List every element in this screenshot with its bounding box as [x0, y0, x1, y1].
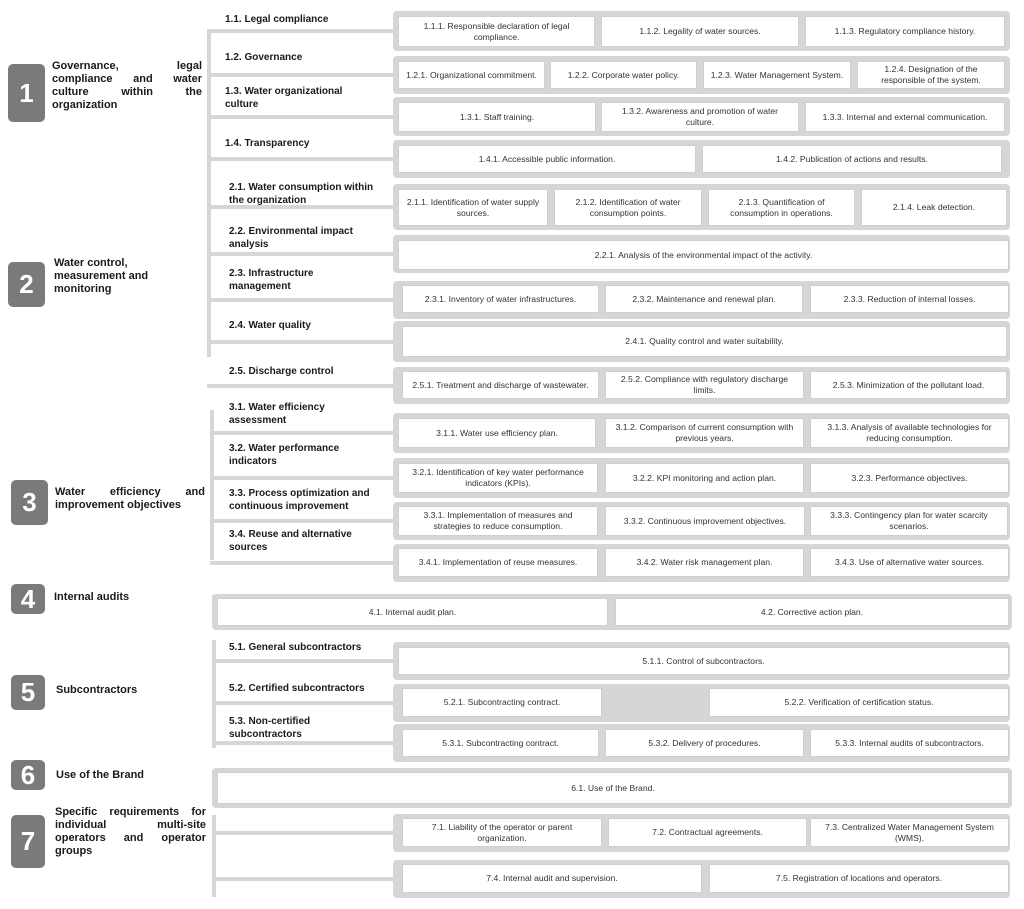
requirement-item[interactable]: 2.4.1. Quality control and water suitability. — [402, 326, 1007, 357]
connector-branch — [207, 384, 393, 388]
category-number-badge: 6 — [11, 760, 45, 790]
subcategory-label: 1.2. Governance — [225, 52, 303, 63]
category-number-badge: 5 — [11, 675, 45, 710]
subcategory-label: 1.1. Legal compliance — [225, 14, 329, 25]
category-title: Internal audits — [54, 591, 130, 603]
subcategory-label: 3.2. Water performance indicators — [229, 443, 340, 467]
requirement-item[interactable]: 3.1.1. Water use efficiency plan. — [398, 418, 596, 448]
connector-branch — [210, 476, 393, 480]
subcategory-label: 3.3. Process optimization and continuous improvement — [229, 488, 370, 512]
connector-branch — [210, 561, 393, 565]
requirement-item[interactable]: 3.3.3. Contingency plan for water scarcity scenarios. — [810, 506, 1008, 536]
connector-branch — [212, 659, 393, 663]
requirement-item[interactable]: 5.3.2. Delivery of procedures. — [605, 729, 804, 757]
requirement-item[interactable]: 2.1.3. Quantification of consumption in operations. — [708, 189, 855, 226]
requirement-item[interactable]: 2.3.2. Maintenance and renewal plan. — [605, 285, 803, 313]
connector-trunk — [212, 815, 216, 897]
subcategory-label: 2.4. Water quality — [229, 320, 311, 331]
connector-branch — [207, 73, 393, 77]
connector-trunk — [207, 33, 211, 191]
connector-branch — [207, 298, 393, 302]
requirement-item[interactable]: 2.3.3. Reduction of internal losses. — [810, 285, 1009, 313]
requirement-item[interactable]: 1.3.1. Staff training. — [398, 102, 596, 132]
subcategory-label: 5.1. General subcontractors — [229, 642, 362, 653]
category-title: Governance, legal compliance and water culture within the organization — [52, 60, 202, 111]
requirement-item[interactable]: 3.4.3. Use of alternative water sources. — [810, 548, 1009, 577]
category-number-badge: 2 — [8, 262, 45, 307]
category-title: Subcontractors — [56, 684, 138, 696]
requirement-item[interactable]: 1.4.1. Accessible public information. — [398, 145, 696, 173]
category-title: Water control, measurement and monitoring — [54, 257, 149, 295]
requirement-item[interactable]: 3.3.1. Implementation of measures and strategies to reduce consumption. — [398, 506, 598, 536]
connector-branch — [207, 340, 393, 344]
subcategory-label: 1.4. Transparency — [225, 138, 310, 149]
connector-branch — [212, 701, 393, 705]
requirement-item[interactable]: 7.3. Centralized Water Management System (WMS). — [810, 818, 1009, 847]
requirement-item[interactable]: 5.1.1. Control of subcontractors. — [398, 647, 1009, 675]
subcategory-label: 2.2. Environmental impact analysis — [229, 226, 353, 250]
requirement-item[interactable]: 2.1.1. Identification of water supply sources. — [398, 189, 548, 226]
category-number-badge: 4 — [11, 584, 45, 614]
requirement-item[interactable]: 3.4.2. Water risk management plan. — [605, 548, 804, 577]
subcategory-label: 3.4. Reuse and alternative sources — [229, 529, 352, 553]
requirement-item[interactable]: 1.1.3. Regulatory compliance history. — [805, 16, 1005, 47]
subcategory-label: 3.1. Water efficiency assessment — [229, 402, 325, 426]
requirement-item[interactable]: 3.2.1. Identification of key water performance indicators (KPIs). — [398, 463, 598, 493]
requirement-item[interactable]: 1.3.3. Internal and external communication. — [805, 102, 1005, 132]
connector-branch — [212, 741, 393, 745]
requirement-item[interactable]: 3.4.1. Implementation of reuse measures. — [398, 548, 598, 577]
requirement-item[interactable]: 1.1.1. Responsible declaration of legal compliance. — [398, 16, 595, 47]
requirement-item[interactable]: 3.3.2. Continuous improvement objectives. — [605, 506, 805, 536]
subcategory-label: 1.3. Water organizational culture — [225, 86, 343, 110]
requirement-item[interactable]: 1.1.2. Legality of water sources. — [601, 16, 799, 47]
requirement-item[interactable]: 5.2.1. Subcontracting contract. — [402, 688, 602, 717]
subcategory-label: 5.3. Non-certified subcontractors — [229, 716, 311, 740]
requirement-item[interactable]: 2.2.1. Analysis of the environmental impact of the activity. — [398, 240, 1009, 270]
connector-trunk — [212, 640, 216, 748]
connector-branch — [212, 831, 393, 835]
requirement-item[interactable]: 2.1.4. Leak detection. — [861, 189, 1007, 226]
requirement-item[interactable]: 5.3.3. Internal audits of subcontractors. — [810, 729, 1009, 757]
category-number-badge: 1 — [8, 64, 45, 122]
requirement-item[interactable]: 2.1.2. Identification of water consumption points. — [554, 189, 702, 226]
requirement-item[interactable]: 1.3.2. Awareness and promotion of water culture. — [601, 102, 799, 132]
requirement-item[interactable]: 2.5.3. Minimization of the pollutant load. — [810, 371, 1007, 399]
requirement-item[interactable]: 7.1. Liability of the operator or parent organization. — [402, 818, 602, 847]
requirement-item[interactable]: 6.1. Use of the Brand. — [217, 772, 1009, 804]
category-title: Specific requirements for individual multi-site operators and operator groups — [55, 806, 206, 857]
category-number-badge: 7 — [11, 815, 45, 868]
subcategory-label: 2.3. Infrastructure management — [229, 268, 314, 292]
requirement-item[interactable]: 7.2. Contractual agreements. — [608, 818, 807, 847]
category-title: Use of the Brand — [56, 769, 145, 781]
category-title: Water efficiency and improvement objectives — [55, 486, 205, 511]
connector-branch — [207, 157, 393, 161]
connector-branch — [207, 115, 393, 119]
subcategory-label: 5.2. Certified subcontractors — [229, 683, 365, 694]
requirement-item[interactable]: 2.5.1. Treatment and discharge of wastewater. — [402, 371, 599, 399]
connector-branch — [212, 877, 393, 881]
connector-branch — [210, 519, 393, 523]
requirement-item[interactable]: 7.4. Internal audit and supervision. — [402, 864, 702, 893]
requirement-item[interactable]: 2.3.1. Inventory of water infrastructures. — [402, 285, 599, 313]
requirement-item[interactable]: 1.2.2. Corporate water policy. — [550, 61, 697, 89]
subcategory-label: 2.1. Water consumption within the organization — [229, 182, 374, 206]
category-number-badge: 3 — [11, 480, 48, 525]
requirement-item[interactable]: 3.2.3. Performance objectives. — [810, 463, 1009, 493]
requirement-item[interactable]: 4.2. Corrective action plan. — [615, 598, 1009, 626]
requirement-item[interactable]: 7.5. Registration of locations and operators. — [709, 864, 1009, 893]
requirement-item[interactable]: 3.1.2. Comparison of current consumption with previous years. — [605, 418, 804, 448]
requirement-item[interactable]: 4.1. Internal audit plan. — [217, 598, 608, 626]
subcategory-label: 2.5. Discharge control — [229, 366, 334, 377]
connector-branch — [210, 431, 393, 435]
requirement-item[interactable]: 3.2.2. KPI monitoring and action plan. — [605, 463, 804, 493]
requirement-item[interactable]: 1.2.3. Water Management System. — [703, 61, 851, 89]
requirement-item[interactable]: 5.2.2. Verification of certification status. — [709, 688, 1009, 717]
requirement-item[interactable]: 5.3.1. Subcontracting contract. — [402, 729, 599, 757]
requirement-item[interactable]: 1.2.4. Designation of the responsible of the system. — [857, 61, 1005, 89]
connector-branch — [207, 252, 393, 256]
requirement-item[interactable]: 2.5.2. Compliance with regulatory discharge limits. — [605, 371, 804, 399]
requirement-item[interactable]: 3.1.3. Analysis of available technologies for reducing consumption. — [810, 418, 1009, 448]
requirement-item[interactable]: 1.4.2. Publication of actions and results. — [702, 145, 1002, 173]
requirement-item[interactable]: 1.2.1. Organizational commitment. — [398, 61, 545, 89]
connector-branch — [207, 29, 393, 33]
